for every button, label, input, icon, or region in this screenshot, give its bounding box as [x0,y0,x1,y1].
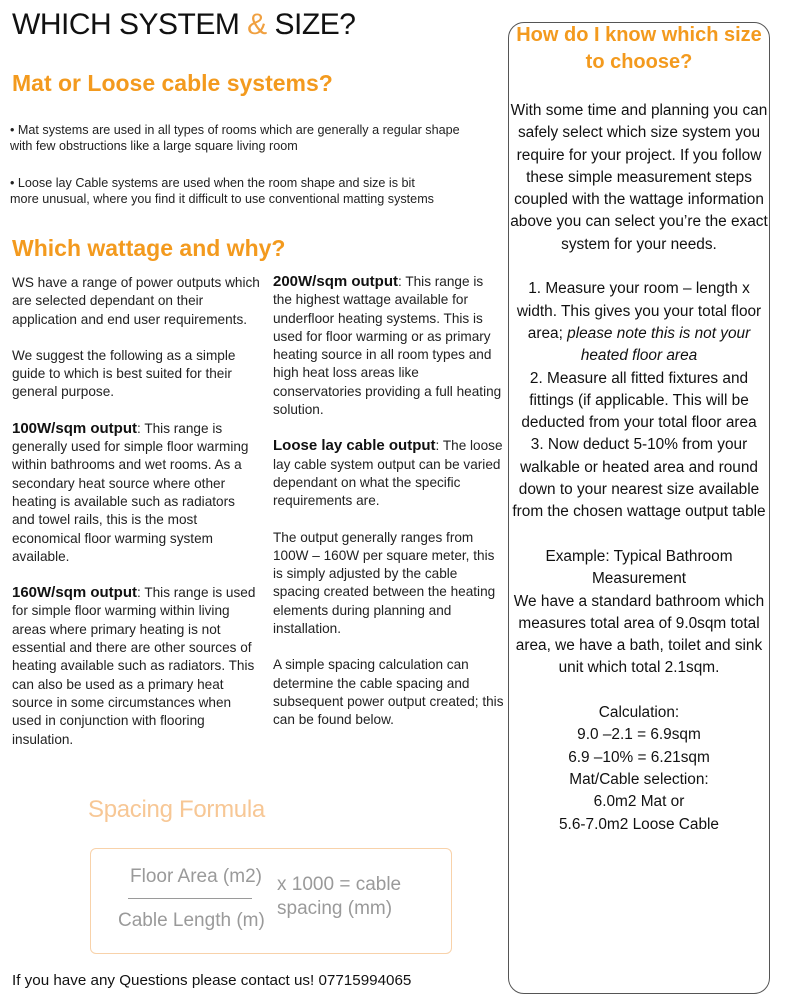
calc-label: Calculation: [598,704,680,722]
w160-paragraph [12,584,260,749]
selection-line-1: 6.0m2 Mat or [593,793,685,811]
calc-paragraph: A simple spacing calculation can determine the cable spacing and subsequent power output created; this can be found below. [273,657,504,728]
sidebar-step-2: 2. Measure all fitted fixtures and fittings (if applicable. This will be deducted from your total floor area [521,369,757,432]
example-title: Example: Typical Bathroom Measurement [545,547,733,588]
title-part1: WHICH SYSTEM [12,8,248,41]
sidebar-intro: With some time and planning you can safely select which size system you require for your project. If you follow these simple measurement steps coupled with the wattage information above you can select you’re the exact system for your needs. [510,102,768,253]
formula-box [90,848,452,954]
wattage-section-heading: Which wattage and why? [12,235,286,261]
formula-divider [128,898,252,899]
contact-line: If you have any Questions please contact us! 07715994065 [12,972,412,989]
formula-denominator: Cable Length (m) [118,910,265,931]
w200-paragraph [273,273,505,419]
range-paragraph: The output generally ranges from 100W – 160W per square meter, this is simply adjusted by the cable spacing created between the heating elements during planning and installation. [273,529,496,637]
formula-multiplier-line1: x 1000 = cable [277,874,402,895]
wattage-left-column [12,274,260,767]
sidebar-body [508,100,770,836]
selection-label: Mat/Cable selection: [569,770,709,788]
loose-title: Loose lay cable output [273,437,436,455]
loose-text: : The loose lay cable system output can be varied dependant on what the specific requirements are. [273,438,503,509]
w100-paragraph [12,420,260,566]
formula-numerator: Floor Area (m2) [130,866,262,887]
title-part2: SIZE? [266,8,356,41]
selection-line-2: 5.6-7.0m2 Loose Cable [559,815,719,833]
step1-note: please note this is not your heated floor area [567,324,751,365]
w200-title: 200W/sqm output [273,273,399,290]
mat-section-heading: Mat or Loose cable systems? [12,70,333,96]
page-title [12,8,355,42]
mat-bullet-1: • Mat systems are used in all types of rooms which are generally a regular shape with few obstructions like a large square living room [10,123,460,153]
w200-text: : This range is the highest wattage available for underfloor heating systems. This is used for floor warming or as primary heating source in all room types and high heat loss areas like conservatories providing a full heating solution. [273,274,502,418]
step1-text: 1. Measure your room – length x width. This gives you your total floor area; [516,280,762,342]
sidebar-step-1 [508,278,770,367]
formula-title: Spacing Formula [88,796,265,823]
w160-text: : This range is used for simple floor warming within living areas where primary heating is not essential and there are other sources of heating available such as radiators. This can also be used as a primary heat source in some circumstances when used in conjunction with flooring insulation. [12,585,256,747]
calc-line-1: 9.0 –2.1 = 6.9sqm [577,726,701,744]
sidebar-title: How do I know which size to choose? [516,24,762,73]
calc-line-2: 6.9 –10% = 6.21sqm [568,748,710,766]
mat-bullet-2: • Loose lay Cable systems are used when the room shape and size is bit more unusual, where you find it difficult to use conventional matting systems [10,176,434,206]
w100-text: : This range is generally used for simple floor warming within bathrooms and wet rooms. As a secondary heat source where other heating is available such as radiators and towel rails, this is the most economical floor warming system available. [12,420,249,564]
sidebar-step-3: 3. Now deduct 5-10% from your walkable or heated area and round down to your nearest size available from the chosen wattage output table [512,436,766,521]
loose-paragraph [273,437,505,510]
formula-multiplier-line2: spacing (mm) [277,898,393,919]
intro-paragraph-2: We suggest the following as a simple guide to which is best suited for their general purpose. [12,347,236,400]
w100-title: 100W/sqm output [12,419,138,437]
wattage-right-column [273,273,505,748]
title-ampersand: & [247,8,267,41]
intro-paragraph-1: WS have a range of power outputs which are selected dependant on their application and end user requirements. [12,275,260,327]
example-text: We have a standard bathroom which measures total area of 9.0sqm total area, we have a bath, toilet and sink unit which total 2.1sqm. [513,592,765,677]
w160-title: 160W/sqm output [12,584,138,602]
